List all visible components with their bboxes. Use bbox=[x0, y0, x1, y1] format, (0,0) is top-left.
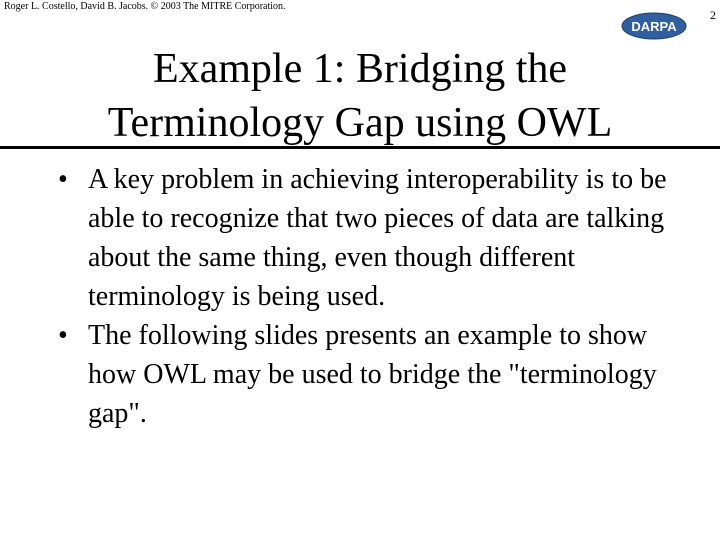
slide-title-line: Example 1: Bridging the bbox=[152, 46, 568, 92]
page-number: 2 bbox=[710, 8, 716, 22]
bullet-item bbox=[58, 316, 668, 433]
slide-title-line: Terminology Gap using OWL bbox=[107, 100, 613, 146]
bullet-icon: • bbox=[58, 320, 68, 351]
slide-title bbox=[0, 42, 720, 150]
bullet-item bbox=[58, 160, 668, 316]
bullet-icon: • bbox=[58, 164, 68, 195]
copyright-notice: Roger L. Costello, David B. Jacobs. © 2003 The MITRE Corporation. bbox=[4, 1, 286, 12]
darpa-logo bbox=[621, 12, 687, 40]
bullet-text: A key problem in achieving interoperability is to be able to recognize that two pieces of data are talking about the same thing, even though different terminology is being used. bbox=[88, 164, 667, 312]
svg-text:DARPA: DARPA bbox=[631, 19, 677, 34]
bullet-text: The following slides presents an example to show how OWL may be used to bridge the "terminology gap". bbox=[88, 320, 657, 429]
title-divider bbox=[0, 146, 720, 149]
bullet-list bbox=[58, 160, 668, 433]
